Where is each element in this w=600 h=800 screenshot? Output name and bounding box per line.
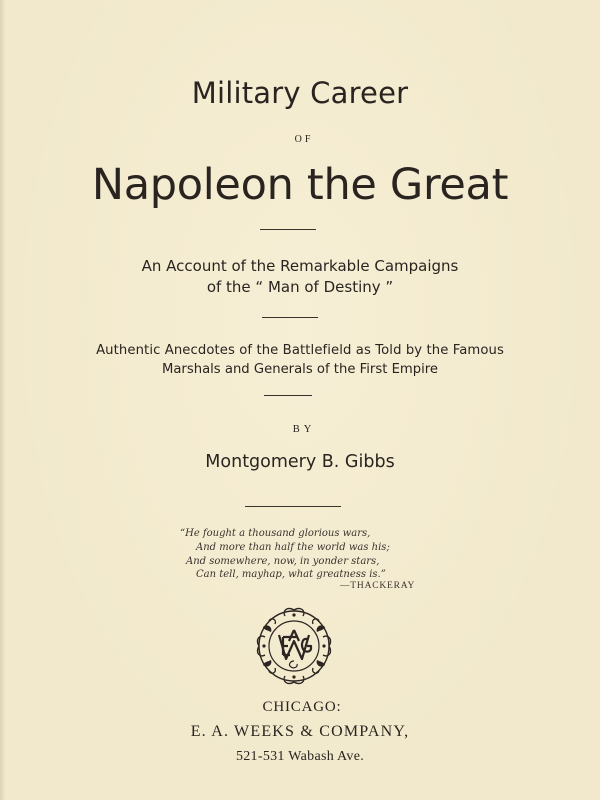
imprint-city: CHICAGO: [262,699,342,715]
title-line-1: Military Career [191,76,409,110]
divider-rule [262,317,318,318]
divider-rule [245,506,341,507]
subtitle-line-2: of the “ Man of Destiny ” [206,278,394,296]
publisher-monogram-emblem-icon [255,605,333,687]
epigraph-line: “He fought a thousand glorious wars, [180,528,371,539]
imprint-publisher: E. A. WEEKS & COMPANY, [190,723,410,740]
divider-rule [264,395,312,396]
by-label: BY [292,424,316,435]
imprint-address: 521-531 Wabash Ave. [235,749,365,764]
title-line-2: Napoleon the Great [91,160,509,210]
anecdotes-line-2: Marshals and Generals of the First Empire [161,362,439,377]
epigraph-line: And somewhere, now, in yonder stars, [186,556,380,567]
anecdotes-line-1: Authentic Anecdotes of the Battlefield as Told by the Famous [96,343,504,358]
divider-rule [260,229,316,230]
epigraph-line: Can tell, mayhap, what greatness is.” [196,569,386,580]
title-of: OF [294,134,314,145]
page-edge-shadow [0,0,6,800]
subtitle-line-1: An Account of the Remarkable Campaigns [141,257,459,275]
epigraph-line: And more than half the world was his; [196,542,390,553]
author-name: Montgomery B. Gibbs [205,452,395,472]
epigraph-attribution: —THACKERAY [340,581,416,591]
